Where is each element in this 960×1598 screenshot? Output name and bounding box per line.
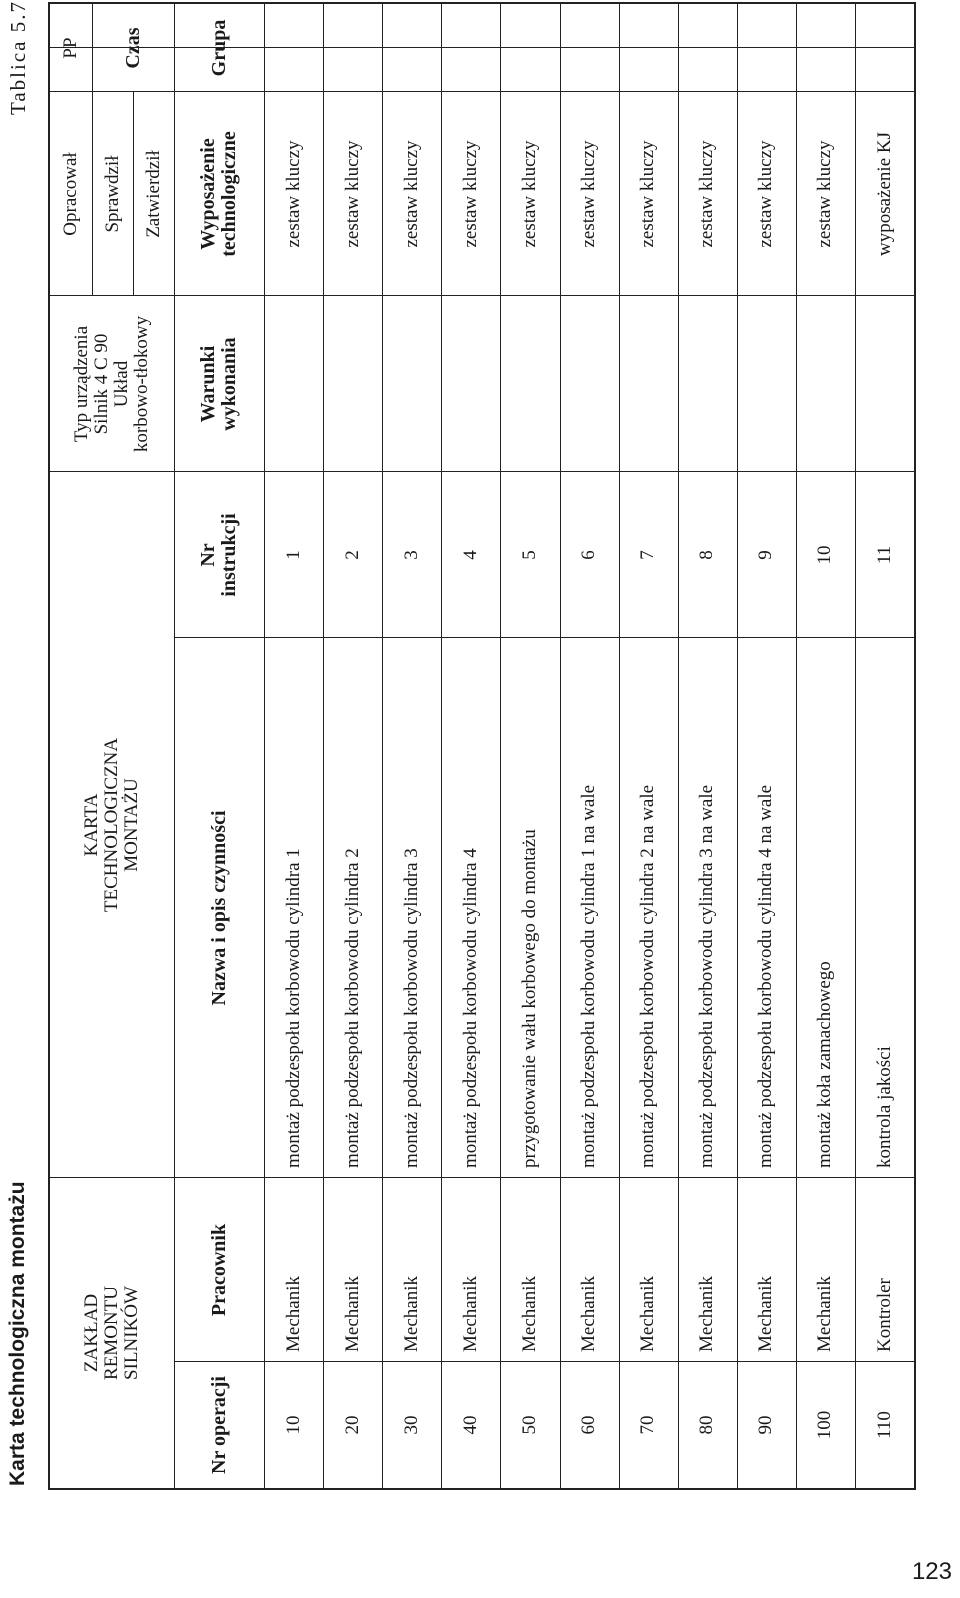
- row-divider: [441, 4, 442, 1488]
- col-cond-line: wykonania: [218, 337, 240, 431]
- cell-cond: [737, 296, 796, 472]
- cell-op: 80: [696, 1415, 718, 1435]
- cell-name: montaż podzespołu korbowodu cylindra 1 na wale: [578, 784, 600, 1168]
- cell-time: [737, 4, 796, 48]
- cell-name: montaż podzespołu korbowodu cylindra 2: [341, 848, 363, 1168]
- cell-equip: zestaw kluczy: [341, 140, 363, 248]
- cell-worker: Mechanik: [814, 1276, 836, 1352]
- row-divider: [382, 4, 383, 1488]
- cell-time: [855, 4, 914, 48]
- cell-op: 100: [814, 1410, 836, 1440]
- cell-time: [796, 4, 855, 48]
- cell-worker: Mechanik: [459, 1276, 481, 1352]
- cell-cond: [382, 296, 441, 472]
- cell-equip: zestaw kluczy: [578, 140, 600, 248]
- cell-name: montaż podzespołu korbowodu cylindra 3 na wale: [696, 784, 718, 1168]
- col-group: Grupa: [207, 19, 230, 77]
- cell-group: [382, 48, 441, 92]
- cell-op: 70: [637, 1415, 659, 1435]
- cell-cond: [619, 296, 678, 472]
- cell-worker: Mechanik: [341, 1276, 363, 1352]
- cell-cond: [560, 296, 619, 472]
- cell-worker: Mechanik: [755, 1276, 777, 1352]
- cell-name: kontrola jakości: [873, 1046, 895, 1168]
- cell-equip: zestaw kluczy: [755, 140, 777, 248]
- cell-worker: Mechanik: [518, 1276, 540, 1352]
- cell-group: [796, 48, 855, 92]
- cell-name: montaż podzespołu korbowodu cylindra 4 na wale: [755, 784, 777, 1168]
- cell-instr: 4: [459, 550, 481, 560]
- cell-group: [500, 48, 559, 92]
- approved-label: Zatwierdził: [142, 150, 164, 238]
- cell-op: 110: [873, 1411, 895, 1439]
- cell-worker: Mechanik: [578, 1276, 600, 1352]
- col-equip: [174, 92, 264, 296]
- cell-instr: 10: [814, 545, 836, 565]
- card-title-line: MONTAŻU: [120, 778, 142, 872]
- cell-time: [382, 4, 441, 48]
- cell-cond: [796, 296, 855, 472]
- cell-instr: 6: [578, 550, 600, 560]
- cell-cond: [855, 296, 914, 472]
- cell-op: 30: [400, 1415, 422, 1435]
- company-name: [50, 1178, 174, 1488]
- cell-cond: [678, 296, 737, 472]
- group-time-divider: [50, 47, 914, 48]
- cell-instr: 11: [873, 545, 895, 565]
- table-number: Tablica 5.7: [6, 0, 30, 115]
- col-instr-line: instrukcji: [218, 513, 240, 597]
- col-time: Czas: [121, 27, 144, 69]
- cell-group: [264, 48, 323, 92]
- card-title-line: TECHNOLOGICZNA: [101, 737, 123, 913]
- cell-op: 90: [755, 1415, 777, 1435]
- col-name: Nazwa i opis czynności: [207, 810, 230, 1006]
- company-line: SILNIKÓW: [120, 1286, 142, 1380]
- technology-card-table: [48, 2, 916, 1490]
- cell-equip: zestaw kluczy: [459, 140, 481, 248]
- company-line: REMONTU: [101, 1286, 123, 1380]
- cell-group: [560, 48, 619, 92]
- prepared-label: Opracował: [60, 152, 82, 236]
- cell-equip: zestaw kluczy: [400, 140, 422, 248]
- company-line: ZAKŁAD: [81, 1293, 103, 1373]
- cell-time: [560, 4, 619, 48]
- cell-worker: Mechanik: [696, 1276, 718, 1352]
- col-worker: Pracownik: [207, 1223, 230, 1317]
- col-op-no: Nr operacji: [207, 1376, 230, 1474]
- cell-time: [441, 4, 500, 48]
- cell-equip: zestaw kluczy: [282, 140, 304, 248]
- cell-op: 50: [518, 1415, 540, 1435]
- device-line: korbowo-tłokowy: [130, 315, 152, 453]
- cell-op: 10: [282, 1415, 304, 1435]
- cell-instr: 8: [696, 550, 718, 560]
- row-divider: [560, 4, 561, 1488]
- cell-worker: Mechanik: [282, 1276, 304, 1352]
- cell-name: montaż podzespołu korbowodu cylindra 4: [459, 848, 481, 1168]
- cell-op: 40: [459, 1415, 481, 1435]
- cell-equip: zestaw kluczy: [696, 140, 718, 248]
- row-divider: [678, 4, 679, 1488]
- cell-group: [737, 48, 796, 92]
- cell-time: [500, 4, 559, 48]
- cell-name: montaż podzespołu korbowodu cylindra 3: [400, 848, 422, 1168]
- col-cond: [174, 296, 264, 472]
- cell-group: [441, 48, 500, 92]
- pp-label: PP: [60, 37, 82, 59]
- cell-name: przygotowanie wału korbowego do montażu: [518, 829, 540, 1168]
- cell-cond: [441, 296, 500, 472]
- cell-instr: 9: [755, 550, 777, 560]
- cell-cond: [323, 296, 382, 472]
- page-number: 123: [911, 1558, 952, 1585]
- cell-group: [678, 48, 737, 92]
- col-cond-line: Warunki: [197, 345, 219, 423]
- col-equip-line: Wyposażenie: [197, 138, 219, 250]
- card-title-line: KARTA: [81, 793, 103, 857]
- cell-time: [323, 4, 382, 48]
- cell-instr: 5: [518, 550, 540, 560]
- row-divider: [855, 4, 856, 1488]
- cell-instr: 1: [282, 550, 304, 560]
- cell-group: [855, 48, 914, 92]
- cell-time: [678, 4, 737, 48]
- cell-instr: 3: [400, 550, 422, 560]
- device-line: Układ: [111, 360, 132, 408]
- cell-worker: Mechanik: [400, 1276, 422, 1352]
- device-line: Silnik 4 C 90: [91, 333, 113, 435]
- cell-group: [619, 48, 678, 92]
- cell-name: montaż podzespołu korbowodu cylindra 2 na wale: [637, 784, 659, 1168]
- device-line: Typ urządzenia: [71, 325, 93, 443]
- col-instr-line: Nr: [197, 543, 219, 567]
- cell-instr: 7: [637, 550, 659, 560]
- cell-group: [323, 48, 382, 92]
- cell-op: 20: [341, 1415, 363, 1435]
- cell-name: montaż koła zamachowego: [814, 961, 836, 1168]
- cell-worker: Kontroler: [873, 1278, 895, 1352]
- row-divider: [619, 4, 620, 1488]
- cell-time: [264, 4, 323, 48]
- cell-instr: 2: [341, 550, 363, 560]
- checked-label: Sprawdził: [101, 155, 123, 233]
- card-title: [50, 472, 174, 1178]
- row-divider: [323, 4, 324, 1488]
- cell-worker: Mechanik: [637, 1276, 659, 1352]
- row-divider: [796, 4, 797, 1488]
- cell-equip: zestaw kluczy: [637, 140, 659, 248]
- cell-equip: zestaw kluczy: [814, 140, 836, 248]
- cell-op: 60: [578, 1415, 600, 1435]
- cell-cond: [264, 296, 323, 472]
- cell-equip: zestaw kluczy: [518, 140, 540, 248]
- document-caption: Karta technologiczna montażu: [6, 1181, 29, 1486]
- cell-name: montaż podzespołu korbowodu cylindra 1: [282, 848, 304, 1168]
- cell-equip: wyposażenie KJ: [873, 132, 895, 256]
- row-divider: [737, 4, 738, 1488]
- cell-time: [619, 4, 678, 48]
- device-type: [50, 296, 174, 472]
- col-instr: [174, 472, 264, 638]
- cell-cond: [500, 296, 559, 472]
- col-equip-line: technologiczne: [218, 131, 240, 257]
- row-divider: [500, 4, 501, 1488]
